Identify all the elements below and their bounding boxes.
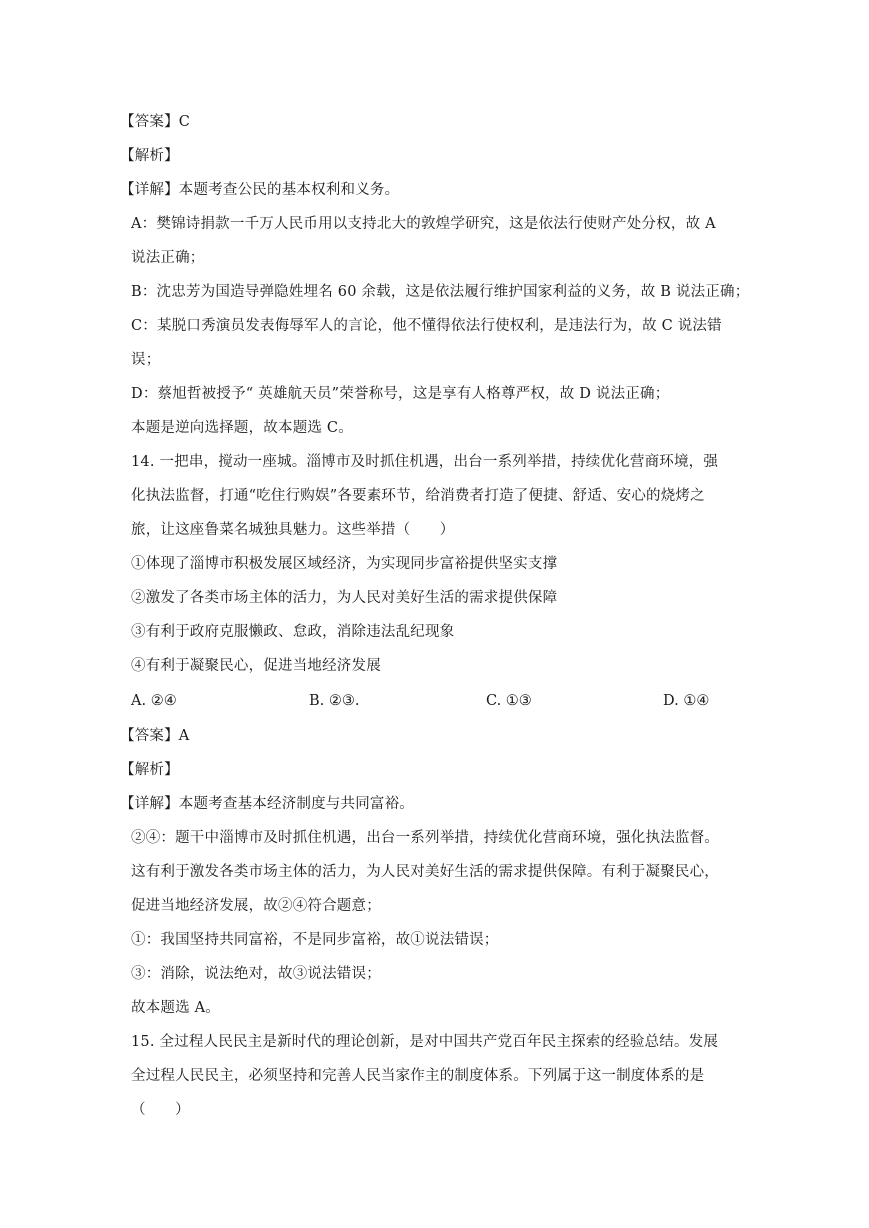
q14-conclusion: 故本题选 A。: [131, 1000, 220, 1016]
q14-item-3: ③有利于政府克服懒政、怠政，消除违法乱纪现象: [131, 624, 455, 640]
q14-explanation-line3: 促进当地经济发展，故②④符合题意；: [131, 898, 381, 914]
q14-stem-line3: 旅，让这座鲁菜名城独具魅力。这些举措（ ）: [131, 522, 455, 538]
q13-analysis-heading: 【解析】: [120, 148, 179, 164]
q13-answer: 【答案】C: [120, 114, 191, 130]
q15-stem-line1: 15. 全过程人民民主是新时代的理论创新，是对中国共产党百年民主探索的经验总结。发展: [131, 1034, 719, 1050]
q15-stem-line2: 全过程人民民主，必须坚持和完善人民当家作主的制度体系。下列属于这一制度体系的是: [131, 1068, 705, 1084]
q14-explanation-line1: ②④：题干中淄博市及时抓住机遇，出台一系列举措，持续优化营商环境，强化执法监督。: [131, 830, 719, 846]
q14-detail: 【详解】本题考查基本经济制度与共同富裕。: [120, 796, 414, 812]
q15-stem-line3: （ ）: [131, 1102, 190, 1118]
q14-stem-line2: 化执法监督，打通“吃住行购娱”各要素环节，给消费者打造了便捷、舒适、安心的烧烤之: [131, 488, 705, 504]
q13-option-c-line2: 误；: [131, 352, 161, 368]
q13-option-a-line2: 说法正确；: [131, 250, 205, 266]
q14-stem-line1: 14. 一把串，搅动一座城。淄博市及时抓住机遇，出台一系列举措，持续优化营商环境，强: [131, 454, 719, 470]
q13-detail: 【详解】本题考查公民的基本权利和义务。: [120, 182, 400, 198]
q13-option-d: D：蔡旭哲被授予“ 英雄航天员”荣誉称号，这是享有人格尊严权，故 D 说法正确；: [131, 386, 670, 402]
q14-choice-c: C. ①③: [486, 693, 532, 709]
q14-choice-d: D. ①④: [663, 693, 710, 709]
q14-explanation-line4: ①：我国坚持共同富裕，不是同步富裕，故①说法错误；: [131, 932, 499, 948]
q13-option-a-line1: A：樊锦诗捐款一千万人民币用以支持北大的敦煌学研究，这是依法行使财产处分权，故 A: [131, 216, 716, 232]
q14-answer: 【答案】A: [120, 728, 190, 744]
q14-explanation-line2: 这有利于激发各类市场主体的活力，为人民对美好生活的需求提供保障。有利于凝聚民心，: [131, 864, 719, 880]
q14-choice-b: B. ②③.: [309, 693, 360, 709]
q14-explanation-line5: ③：消除，说法绝对，故③说法错误；: [131, 966, 381, 982]
q14-item-1: ①体现了淄博市积极发展区域经济，为实现同步富裕提供坚实支撑: [131, 556, 558, 572]
q14-item-2: ②激发了各类市场主体的活力，为人民对美好生活的需求提供保障: [131, 590, 558, 606]
q13-option-b: B：沈忠芳为国造导弹隐姓埋名 60 余载，这是依法履行维护国家利益的义务，故 B 说法正确；: [131, 284, 750, 300]
q14-analysis-heading: 【解析】: [120, 762, 179, 778]
q14-choice-a: A. ②④: [131, 693, 177, 709]
q13-conclusion: 本题是逆向选择题，故本题选 C。: [131, 420, 353, 436]
q13-option-c-line1: C：某脱口秀演员发表侮辱军人的言论，他不懂得依法行使权利，是违法行为，故 C 说法错: [131, 318, 722, 334]
q14-item-4: ④有利于凝聚民心，促进当地经济发展: [131, 658, 381, 674]
